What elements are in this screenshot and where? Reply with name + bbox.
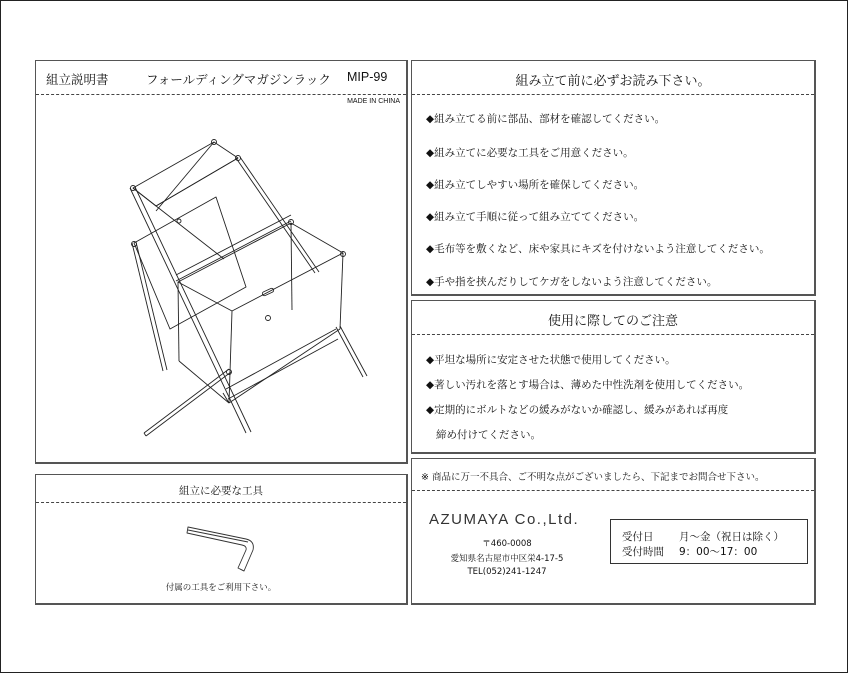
before-assembly-item: ◆組み立て手順に従って組み立ててください。 — [426, 211, 645, 223]
reception-days-value: 月～金（祝日は除く） — [679, 531, 784, 543]
contact-notice: ※ 商品に万一不具合、ご不明な点がございましたら、下記までお問合せ下さい。 — [421, 472, 765, 483]
before-assembly-item: ◆組み立てに必要な工具をご用意ください。 — [426, 147, 634, 159]
postal-code: 〒460-0008 — [482, 539, 532, 549]
usage-notes-title: 使用に際してのご注意 — [547, 314, 678, 329]
company-name: AZUMAYA Co.,Ltd. — [429, 511, 580, 528]
model-number: MIP-99 — [347, 70, 388, 84]
before-assembly-item: ◆組み立てる前に部品、部材を確認してください。 — [426, 113, 666, 125]
before-assembly-item: ◆手や指を挟んだりしてケガをしないよう注意してください。 — [426, 276, 718, 288]
usage-note-item: ◆定期的にボルトなどの緩みがないか確認し、緩みがあれば再度 — [426, 404, 729, 416]
reception-days-label: 受付日 — [622, 531, 654, 543]
company-tel: TEL(052)241-1247 — [467, 567, 547, 577]
folding-magazine-rack-illustration — [36, 61, 409, 465]
contact-header — [412, 459, 814, 491]
reception-hours-box — [610, 519, 808, 564]
made-in-label: MADE IN CHINA — [347, 98, 400, 105]
reception-time-label: 受付時間 — [622, 546, 664, 558]
before-assembly-header — [412, 61, 814, 95]
product-panel — [35, 60, 408, 464]
tools-caption: 付属の工具をご利用下さい。 — [165, 583, 277, 593]
company-address: 愛知県名古屋市中区栄4-17-5 — [450, 554, 564, 564]
usage-note-item: 締め付けてください。 — [436, 429, 541, 441]
usage-note-item: ◆平坦な場所に安定させた状態で使用してください。 — [426, 354, 676, 366]
before-assembly-panel — [411, 60, 816, 296]
before-assembly-item: ◆毛布等を敷くなど、床や家具にキズを付けないよう注意してください。 — [426, 243, 770, 255]
usage-note-item: ◆著しい汚れを落とす場合は、薄めた中性洗剤を使用してください。 — [426, 379, 750, 391]
contact-panel — [411, 458, 816, 605]
tools-title: 組立に必要な工具 — [179, 485, 263, 497]
usage-notes-panel — [411, 300, 816, 454]
reception-time-value: 9：00～17：00 — [679, 546, 758, 558]
usage-notes-header — [412, 301, 814, 335]
doc-type: 組立説明書 — [46, 72, 109, 87]
tools-panel — [35, 474, 408, 605]
before-assembly-item: ◆組み立てしやすい場所を確保してください。 — [426, 179, 645, 191]
product-name: フォールディングマガジンラック — [146, 72, 331, 87]
before-assembly-title: 組み立て前に必ずお読み下さい。 — [515, 74, 711, 89]
